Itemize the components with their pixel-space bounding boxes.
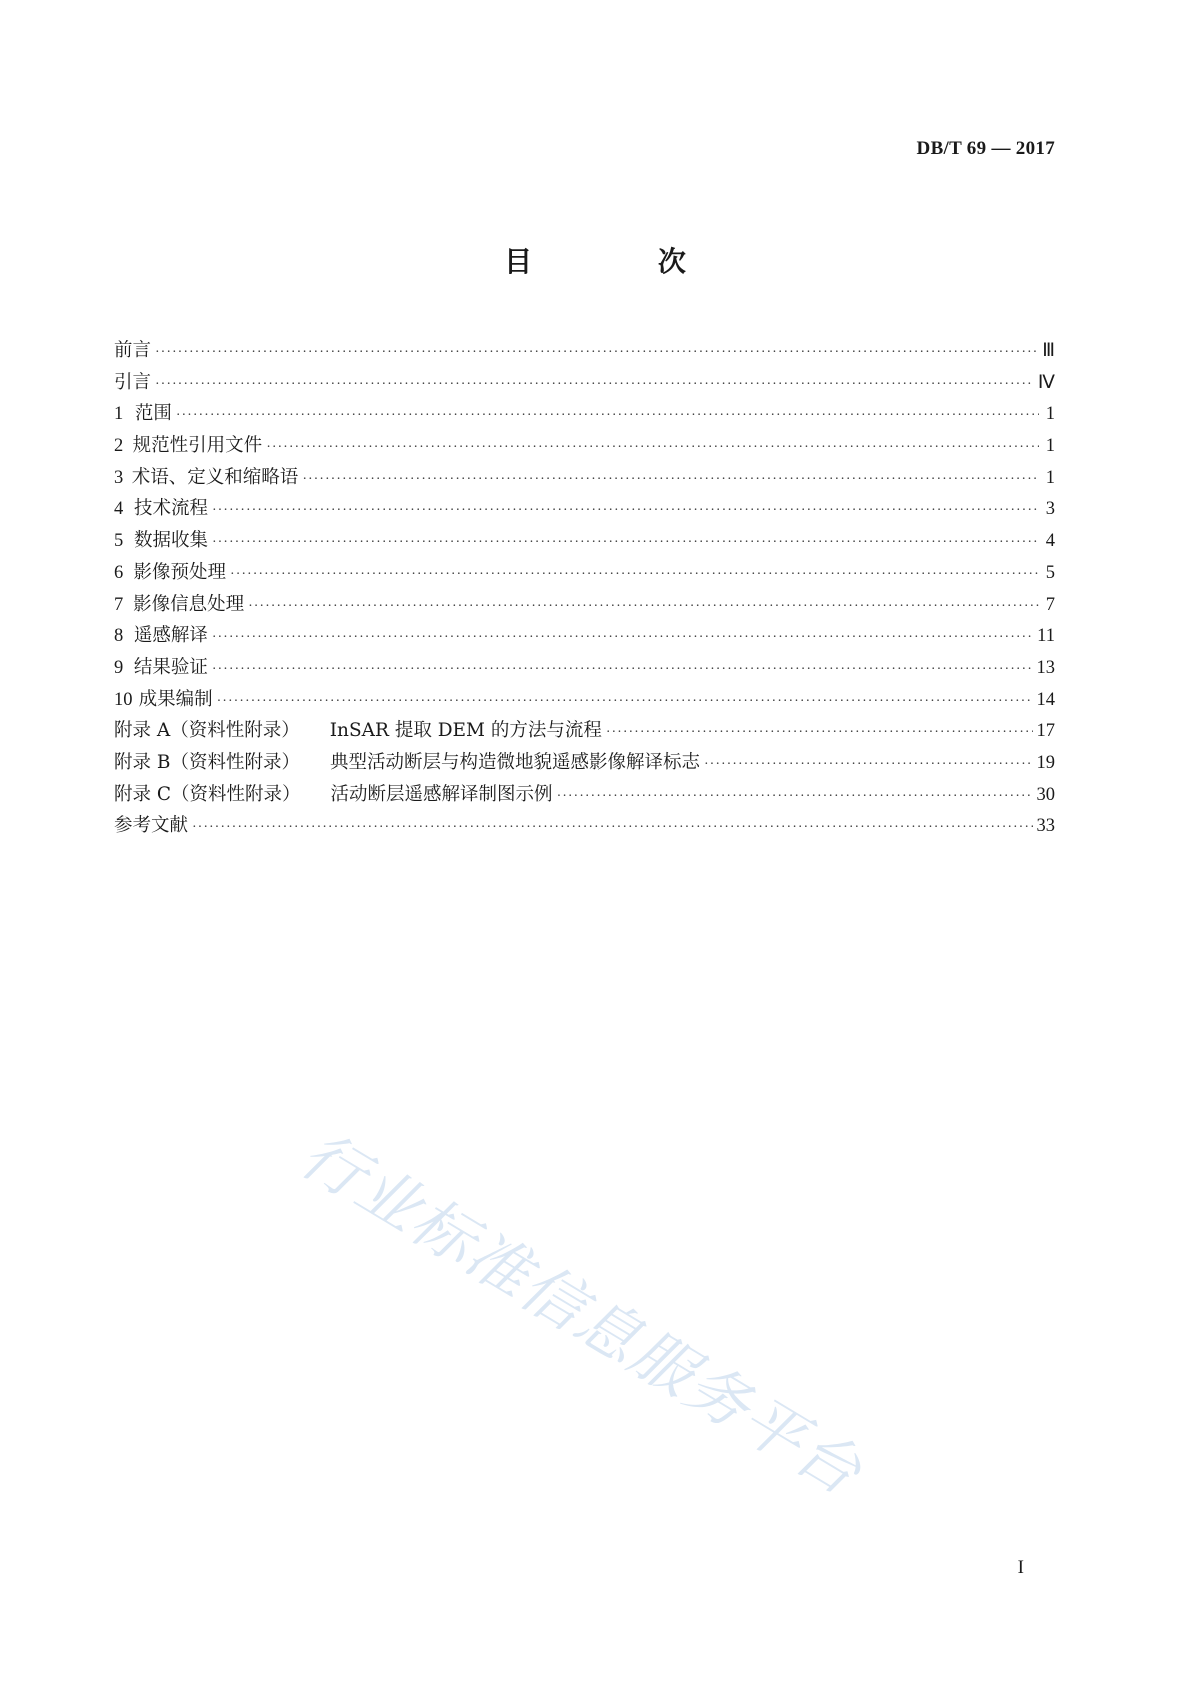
toc-entry-number: 8 [114,626,124,647]
dot-leader [704,757,1033,773]
toc-page-number: 17 [1036,721,1055,742]
toc-page-number: 5 [1045,562,1055,583]
annex-title: 典型活动断层与构造微地貌遥感影像解译标志 [329,751,700,773]
dot-leader [212,503,1039,519]
dot-leader [557,789,1033,805]
toc-entry-label: 附录 C（资料性附录） [114,783,301,805]
toc-page-number: 13 [1036,657,1055,678]
toc-entry[interactable] [114,526,1055,558]
toc-page-number: 19 [1036,752,1055,773]
dot-leader [212,662,1033,678]
toc-entry[interactable] [114,431,1055,463]
toc-entry[interactable] [114,558,1055,590]
toc-entry[interactable] [114,368,1055,400]
dot-leader [192,820,1032,836]
toc-entry[interactable] [114,494,1055,526]
toc-page-number: 3 [1045,499,1055,520]
toc-entry-label: 引言 [114,371,152,393]
toc-page-number: 1 [1045,436,1055,457]
watermark: 行业标准信息服务平台 [288,1117,875,1510]
toc-entry-label: 技术流程 [133,498,208,520]
toc-entry-label: 附录 B（资料性附录） [114,751,300,773]
toc-entry[interactable] [114,811,1055,843]
toc-page-number: 1 [1045,467,1055,488]
table-of-contents [114,336,1055,843]
toc-entry[interactable] [114,653,1055,685]
dot-leader [217,694,1033,710]
toc-page-number: 14 [1036,689,1055,710]
toc-entry-number: 7 [114,594,124,615]
toc-entry-label: 前言 [114,340,152,361]
toc-entry[interactable] [114,685,1055,717]
toc-entry-number: 5 [114,531,124,552]
toc-page-number: Ⅲ [1042,341,1055,361]
toc-entry-annex[interactable] [114,748,1055,780]
toc-page-number: Ⅳ [1037,372,1055,393]
toc-entry-label: 数据收集 [133,530,208,552]
toc-entry-annex[interactable] [114,780,1055,812]
toc-entry-number: 10 [114,689,133,710]
toc-entry[interactable] [114,336,1055,368]
toc-page-number: 1 [1045,404,1055,425]
dot-leader [266,440,1039,456]
dot-leader [155,377,1034,393]
annex-title: InSAR 提取 DEM 的方法与流程 [329,720,602,742]
toc-entry-label: 范围 [134,403,172,425]
dot-leader [248,599,1039,615]
toc-page-number: 11 [1037,626,1055,647]
toc-entry-label: 成果编制 [138,688,213,710]
toc-entry-label: 影像信息处理 [133,593,245,615]
dot-leader [212,535,1039,551]
toc-entry-label: 参考文献 [114,815,189,837]
toc-entry-label: 附录 A（资料性附录） [114,720,300,742]
toc-entry-number: 4 [114,499,124,520]
doc-code: DB/T 69 — 2017 [916,138,1055,159]
toc-entry[interactable] [114,590,1055,622]
toc-entry-number: 2 [114,436,124,457]
page-title: 目 次 [504,245,744,278]
toc-entry-label: 影像预处理 [133,561,227,583]
toc-entry-number: 1 [114,404,124,425]
dot-leader [212,630,1033,646]
dot-leader [176,408,1039,424]
toc-entry[interactable] [114,621,1055,653]
toc-entry-label: 结果验证 [133,656,208,678]
toc-entry-label: 术语、定义和缩略语 [131,466,299,488]
toc-page-number: 33 [1036,816,1055,837]
dot-leader [606,725,1033,741]
toc-entry[interactable] [114,399,1055,431]
toc-entry-number: 3 [114,467,124,488]
annex-title: 活动断层遥感解译制图示例 [330,783,553,805]
toc-page-number: 30 [1036,784,1055,805]
toc-entry-label: 遥感解译 [133,625,208,647]
toc-entry-number: 9 [114,657,124,678]
dot-leader [302,472,1039,488]
dot-leader [230,567,1039,583]
toc-entry-number: 6 [114,562,124,583]
footer-page-number: I [1017,1557,1024,1578]
toc-entry[interactable] [114,463,1055,495]
toc-page-number: 4 [1045,531,1055,552]
toc-entry-annex[interactable] [114,716,1055,748]
dot-leader [155,345,1038,361]
toc-page-number: 7 [1045,594,1055,615]
toc-entry-label: 规范性引用文件 [132,435,263,457]
